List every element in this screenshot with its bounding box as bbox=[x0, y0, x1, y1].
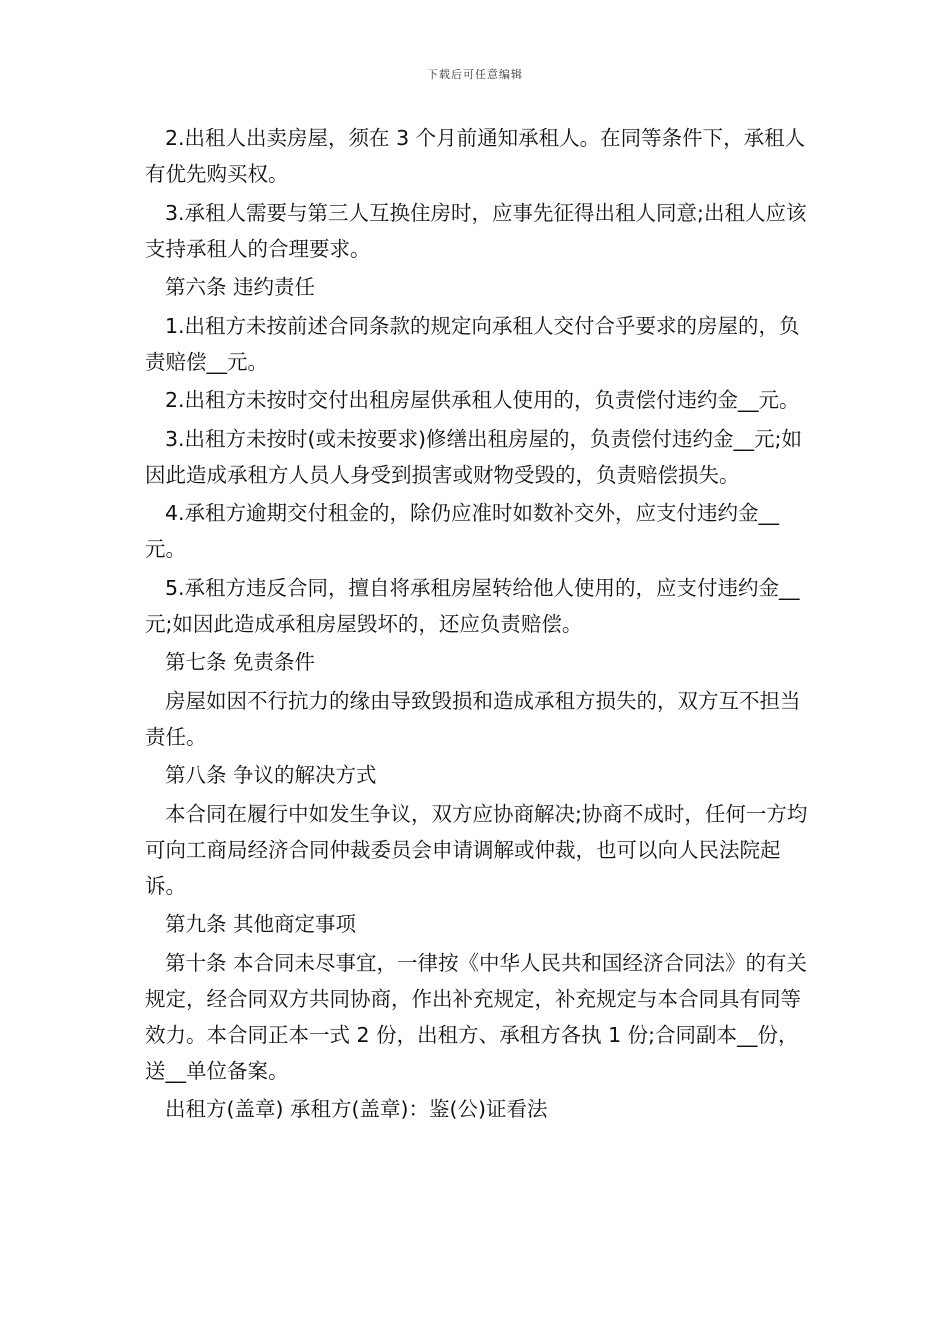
paragraph-housing-exchange: 3.承租人需要与第三人互换住房时，应事先征得出租人同意;出租人应该支持承租人的合理要求。 bbox=[145, 200, 807, 261]
article-9-heading: 第九条 其他商定事项 bbox=[165, 912, 357, 936]
signature-line: 出租方(盖章) 承租方(盖章)：鉴(公)证看法 bbox=[165, 1097, 548, 1121]
document-body bbox=[145, 120, 817, 1130]
paragraph-breach-5: 5.承租方违反合同，擅自将承租房屋转给他人使用的，应支付违约金__元;如因此造成承租房屋毁坏的，还应负责赔偿。 bbox=[145, 575, 800, 636]
paragraph-breach-1: 1.出租方未按前述合同条款的规定向承租人交付合乎要求的房屋的，负责赔偿__元。 bbox=[145, 313, 800, 374]
paragraph-article-10: 第十条 本合同未尽事宜，一律按《中华人民共和国经济合同法》的有关规定，经合同双方共同协商，作出补充规定，补充规定与本合同具有同等效力。本合同正本一式 2 份，出租方、承租方各执 1 份;合同副本__份，送__单位备案。 bbox=[145, 950, 808, 1083]
article-7-heading: 第七条 免责条件 bbox=[165, 650, 316, 674]
paragraph-breach-2: 2.出租方未按时交付出租房屋供承租人使用的，负责偿付违约金__元。 bbox=[165, 388, 800, 412]
article-6-heading: 第六条 违约责任 bbox=[165, 275, 316, 299]
paragraph-breach-3: 3.出租方未按时(或未按要求)修缮出租房屋的，负责偿付违约金__元;如因此造成承租方人员人身受到损害或财物受毁的，负责赔偿损失。 bbox=[145, 426, 802, 487]
paragraph-sale-notice: 2.出租人出卖房屋，须在 3 个月前通知承租人。在同等条件下，承租人有优先购买权。 bbox=[145, 126, 806, 186]
paragraph-dispute-resolution: 本合同在履行中如发生争议，双方应协商解决;协商不成时，任何一方均可向工商局经济合同仲裁委员会申请调解或仲裁，也可以向人民法院起诉。 bbox=[145, 801, 808, 898]
paragraph-force-majeure: 房屋如因不行抗力的缘由导致毁损和造成承租方损失的，双方互不担当责任。 bbox=[145, 688, 801, 749]
page-header: 下载后可任意编辑 bbox=[427, 68, 523, 81]
paragraph-breach-4: 4.承租方逾期交付租金的，除仍应准时如数补交外，应支付违约金__元。 bbox=[145, 501, 780, 561]
article-8-heading: 第八条 争议的解决方式 bbox=[165, 763, 377, 787]
